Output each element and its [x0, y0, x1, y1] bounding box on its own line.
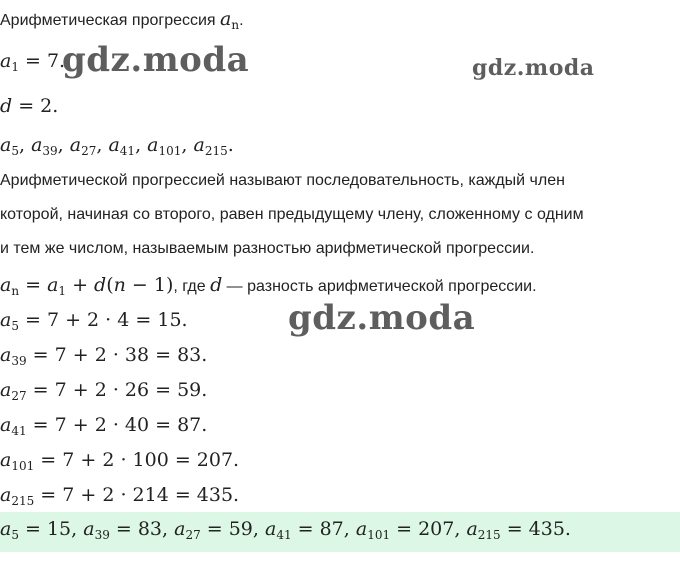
- calc-var: a: [0, 484, 12, 506]
- a1-eq: = 7.: [18, 50, 66, 72]
- term-sub: 215: [204, 144, 228, 158]
- calc-expr: = 7 + 2 · 214 = 435.: [34, 484, 240, 506]
- d-var: d: [0, 95, 13, 117]
- answer-line: [0, 518, 571, 540]
- given-a1: [0, 50, 65, 72]
- a1-var: a: [0, 50, 12, 72]
- term-sep: ,: [18, 134, 32, 156]
- term-sep: ,: [181, 134, 194, 156]
- definition-line-1: Арифметической прогрессией называют последовательность, каждый член: [0, 172, 565, 189]
- formula-eq: =: [19, 274, 48, 296]
- answer-var: a: [264, 518, 277, 540]
- calc-var: a: [0, 449, 12, 471]
- definition-line-3: и тем же числом, называемым разностью арифметической прогрессии.: [0, 240, 535, 257]
- calc-sub: 215: [11, 494, 35, 508]
- calc-sub: 39: [11, 354, 27, 368]
- answer-val: = 15,: [18, 518, 84, 540]
- term-sub: 5: [11, 144, 19, 158]
- answer-sub: 5: [11, 528, 19, 542]
- watermark: gdz.moda: [288, 298, 476, 338]
- calc-expr: = 7 + 2 · 26 = 59.: [26, 379, 208, 401]
- formula-n: n: [113, 274, 126, 296]
- answer-sub: 101: [367, 528, 391, 542]
- formula-d2: d: [210, 274, 223, 296]
- calc-line: [0, 449, 239, 471]
- term-sep: ,: [96, 134, 109, 156]
- calc-line: [0, 414, 207, 436]
- answer-var: a: [174, 518, 186, 540]
- answer-var: a: [0, 518, 12, 540]
- term-var: a: [108, 134, 120, 156]
- formula-paren: (: [106, 274, 114, 296]
- term-sub: 39: [42, 144, 58, 158]
- formula-minus: − 1): [125, 274, 174, 296]
- terms-list: [0, 134, 234, 156]
- formula-plus: +: [66, 274, 95, 296]
- formula-d: d: [94, 274, 107, 296]
- formula-one-sub: 1: [58, 284, 67, 298]
- answer-val: = 87,: [291, 518, 356, 540]
- term-sep: ,: [135, 134, 148, 156]
- calc-sub: 27: [11, 389, 27, 403]
- calc-expr: = 7 + 2 · 4 = 15.: [18, 309, 188, 331]
- formula-where: , где: [173, 278, 211, 295]
- answer-sub: 39: [94, 528, 110, 542]
- answer-sub: 215: [477, 528, 501, 542]
- calc-var: a: [0, 379, 12, 401]
- watermark: gdz.moda: [62, 40, 250, 80]
- answer-val: = 83,: [109, 518, 175, 540]
- header-end: .: [239, 12, 244, 29]
- term-var: a: [0, 134, 12, 156]
- answer-var: a: [83, 518, 95, 540]
- definition-line-2: которой, начиная со второго, равен предыдущему члену, сложенному с одним: [0, 206, 584, 223]
- calc-line: [0, 309, 188, 331]
- calc-sub: 5: [11, 319, 19, 333]
- calc-expr: = 7 + 2 · 38 = 83.: [26, 344, 208, 366]
- term-sub: 101: [158, 144, 182, 158]
- header-line: [0, 8, 244, 30]
- calc-line: [0, 344, 207, 366]
- answer-var: a: [466, 518, 478, 540]
- answer-var: a: [355, 518, 368, 540]
- term-var: a: [69, 134, 82, 156]
- term-sep: ,: [57, 134, 70, 156]
- term-sep: .: [227, 134, 234, 156]
- calc-expr: = 7 + 2 · 100 = 207.: [34, 449, 240, 471]
- calc-var: a: [0, 309, 12, 331]
- calc-var: a: [0, 344, 12, 366]
- header-title: Арифметическая прогрессия: [0, 12, 216, 29]
- formula-an: a: [0, 274, 12, 296]
- formula-a1: a: [47, 274, 59, 296]
- term-var: a: [193, 134, 205, 156]
- calc-sub: 41: [11, 424, 27, 438]
- term-sub: 27: [81, 144, 97, 158]
- term-sub: 41: [119, 144, 136, 158]
- calc-sub: 101: [11, 459, 35, 473]
- answer-val: = 59,: [200, 518, 265, 540]
- a1-sub: 1: [11, 60, 19, 74]
- formula-desc: — разность арифметической прогрессии.: [222, 278, 537, 295]
- calc-expr: = 7 + 2 · 40 = 87.: [26, 414, 208, 436]
- watermark: gdz.moda: [472, 55, 595, 81]
- formula-line: [0, 274, 537, 296]
- calc-line: [0, 484, 239, 506]
- seq-var: a: [220, 8, 232, 30]
- answer-val: = 207,: [390, 518, 467, 540]
- d-eq: = 2.: [12, 95, 59, 117]
- formula-n-sub: n: [11, 284, 20, 298]
- given-d: [0, 95, 58, 117]
- answer-sub: 41: [276, 528, 292, 542]
- calc-line: [0, 379, 207, 401]
- answer-val: = 435.: [500, 518, 571, 540]
- term-var: a: [31, 134, 43, 156]
- term-var: a: [147, 134, 159, 156]
- calc-var: a: [0, 414, 12, 436]
- seq-sub: n: [231, 18, 240, 32]
- answer-sub: 27: [185, 528, 201, 542]
